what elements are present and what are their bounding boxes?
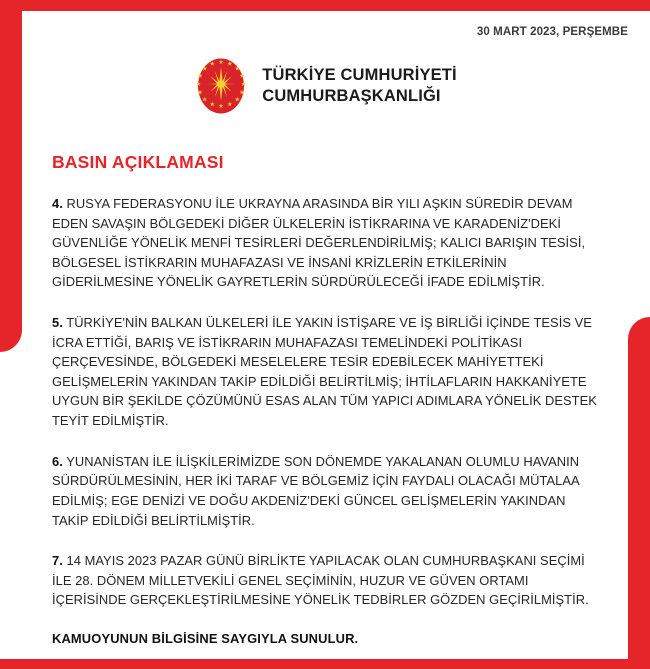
paragraph-item xyxy=(52,452,598,530)
paragraph-text: TÜRKİYE'NİN BALKAN ÜLKELERİ İLE YAKIN İSTİŞARE VE İŞ BİRLİĞİ İÇİNDE TESİS VE İCRA ETTİĞİ, BARIŞ VE İSTİKRARIN MUHAFAZASI TEMELİNDEKİ POLİTİKASI ÇERÇEVESİNDE, BÖLGEDEKİ MESELELERE TESİR EDEBİLECEK MAHİYETTEKİ GELİŞMELERİN YAKINDAN TAKİP EDİLDİĞİ BELİRTİLMİŞ; İHTİLAFLARIN HAKKANİYETE UYGUN BİR ŞEKİLDE ÇÖZÜMÜNÜ ESAS ALAN TÜM YAPICI ADIMLARA YÖNELİK DESTEK TEYİT EDİLMİŞTİR. xyxy=(52,315,597,429)
paragraph-number: 4. xyxy=(52,196,63,211)
organization-name-line1: TÜRKİYE CUMHURİYETİ xyxy=(262,66,457,85)
paragraph-text: RUSYA FEDERASYONU İLE UKRAYNA ARASINDA BİR YILI AŞKIN SÜREDİR DEVAM EDEN SAVAŞIN BÖLGEDEKİ DİĞER ÜLKELERİN İSTİKRARINA VE KARADENİZ'DEKİ GÜVENLİĞE YÖNELİK MENFİ TESİRLERİ DEĞERLENDİRİLMİŞ; KALICI BARIŞIN TESİSİ, BÖLGESEL İSTİKRARIN MUHAFAZASI VE İNSANİ KRİZLERİN ETKİLERİNİN GİDERİLMESİNE YÖNELİK GAYRETLERİN SÜRDÜRÜLECEĞİ İFADE EDİLMİŞTİR. xyxy=(52,196,586,290)
paragraph-number: 7. xyxy=(52,553,63,569)
closing-statement: KAMUOYUNUN BİLGİSİNE SAYGIYLA SUNULUR. xyxy=(52,630,359,646)
paragraph-number: 6. xyxy=(52,453,63,469)
paragraph-number: 5. xyxy=(52,315,63,331)
paragraph-item xyxy=(52,313,598,431)
organization-name xyxy=(262,65,456,107)
paragraph-text: YUNANİSTAN İLE İLİŞKİLERİMİZDE SON DÖNEMDE YAKALANAN OLUMLU HAVANIN SÜRDÜRÜLMESİNİN, HER İKİ TARAF VE BÖLGEMİZ İÇİN FAYDALI OLACAĞI MÜTALAA EDİLMİŞ; EGE DENİZİ VE DOĞU AKDENİZ'DEKİ GÜNCEL GELİŞMELERİN YAKINDAN TAKİP EDİLDİĞİ BELİRTİLMİŞTİR. xyxy=(52,453,580,528)
paragraph-text: 14 MAYIS 2023 PAZAR GÜNÜ BİRLİKTE YAPILACAK OLAN CUMHURBAŞKANI SEÇİMİ İLE 28. DÖNEM MİLLETVEKİLİ GENEL SEÇİMİNİN, HUZUR VE GÜVEN ORTAMI İÇERİSİNDE GERÇEKLEŞTİRİLMESİNE YÖNELİK TEDBİRLER GÖZDEN GEÇİRİLMİŞTİR. xyxy=(52,553,589,608)
paragraph-item xyxy=(52,194,598,292)
turkish-presidency-crest-icon xyxy=(193,56,249,116)
organization-name-line2: CUMHURBAŞKANLIĞI xyxy=(262,87,441,105)
document-body xyxy=(52,152,598,646)
paragraph-item xyxy=(52,551,598,610)
publication-date: 30 MART 2023, PERŞEMBE xyxy=(476,26,628,38)
organization-branding xyxy=(0,56,650,116)
page-title: BASIN AÇIKLAMASI xyxy=(52,152,224,172)
